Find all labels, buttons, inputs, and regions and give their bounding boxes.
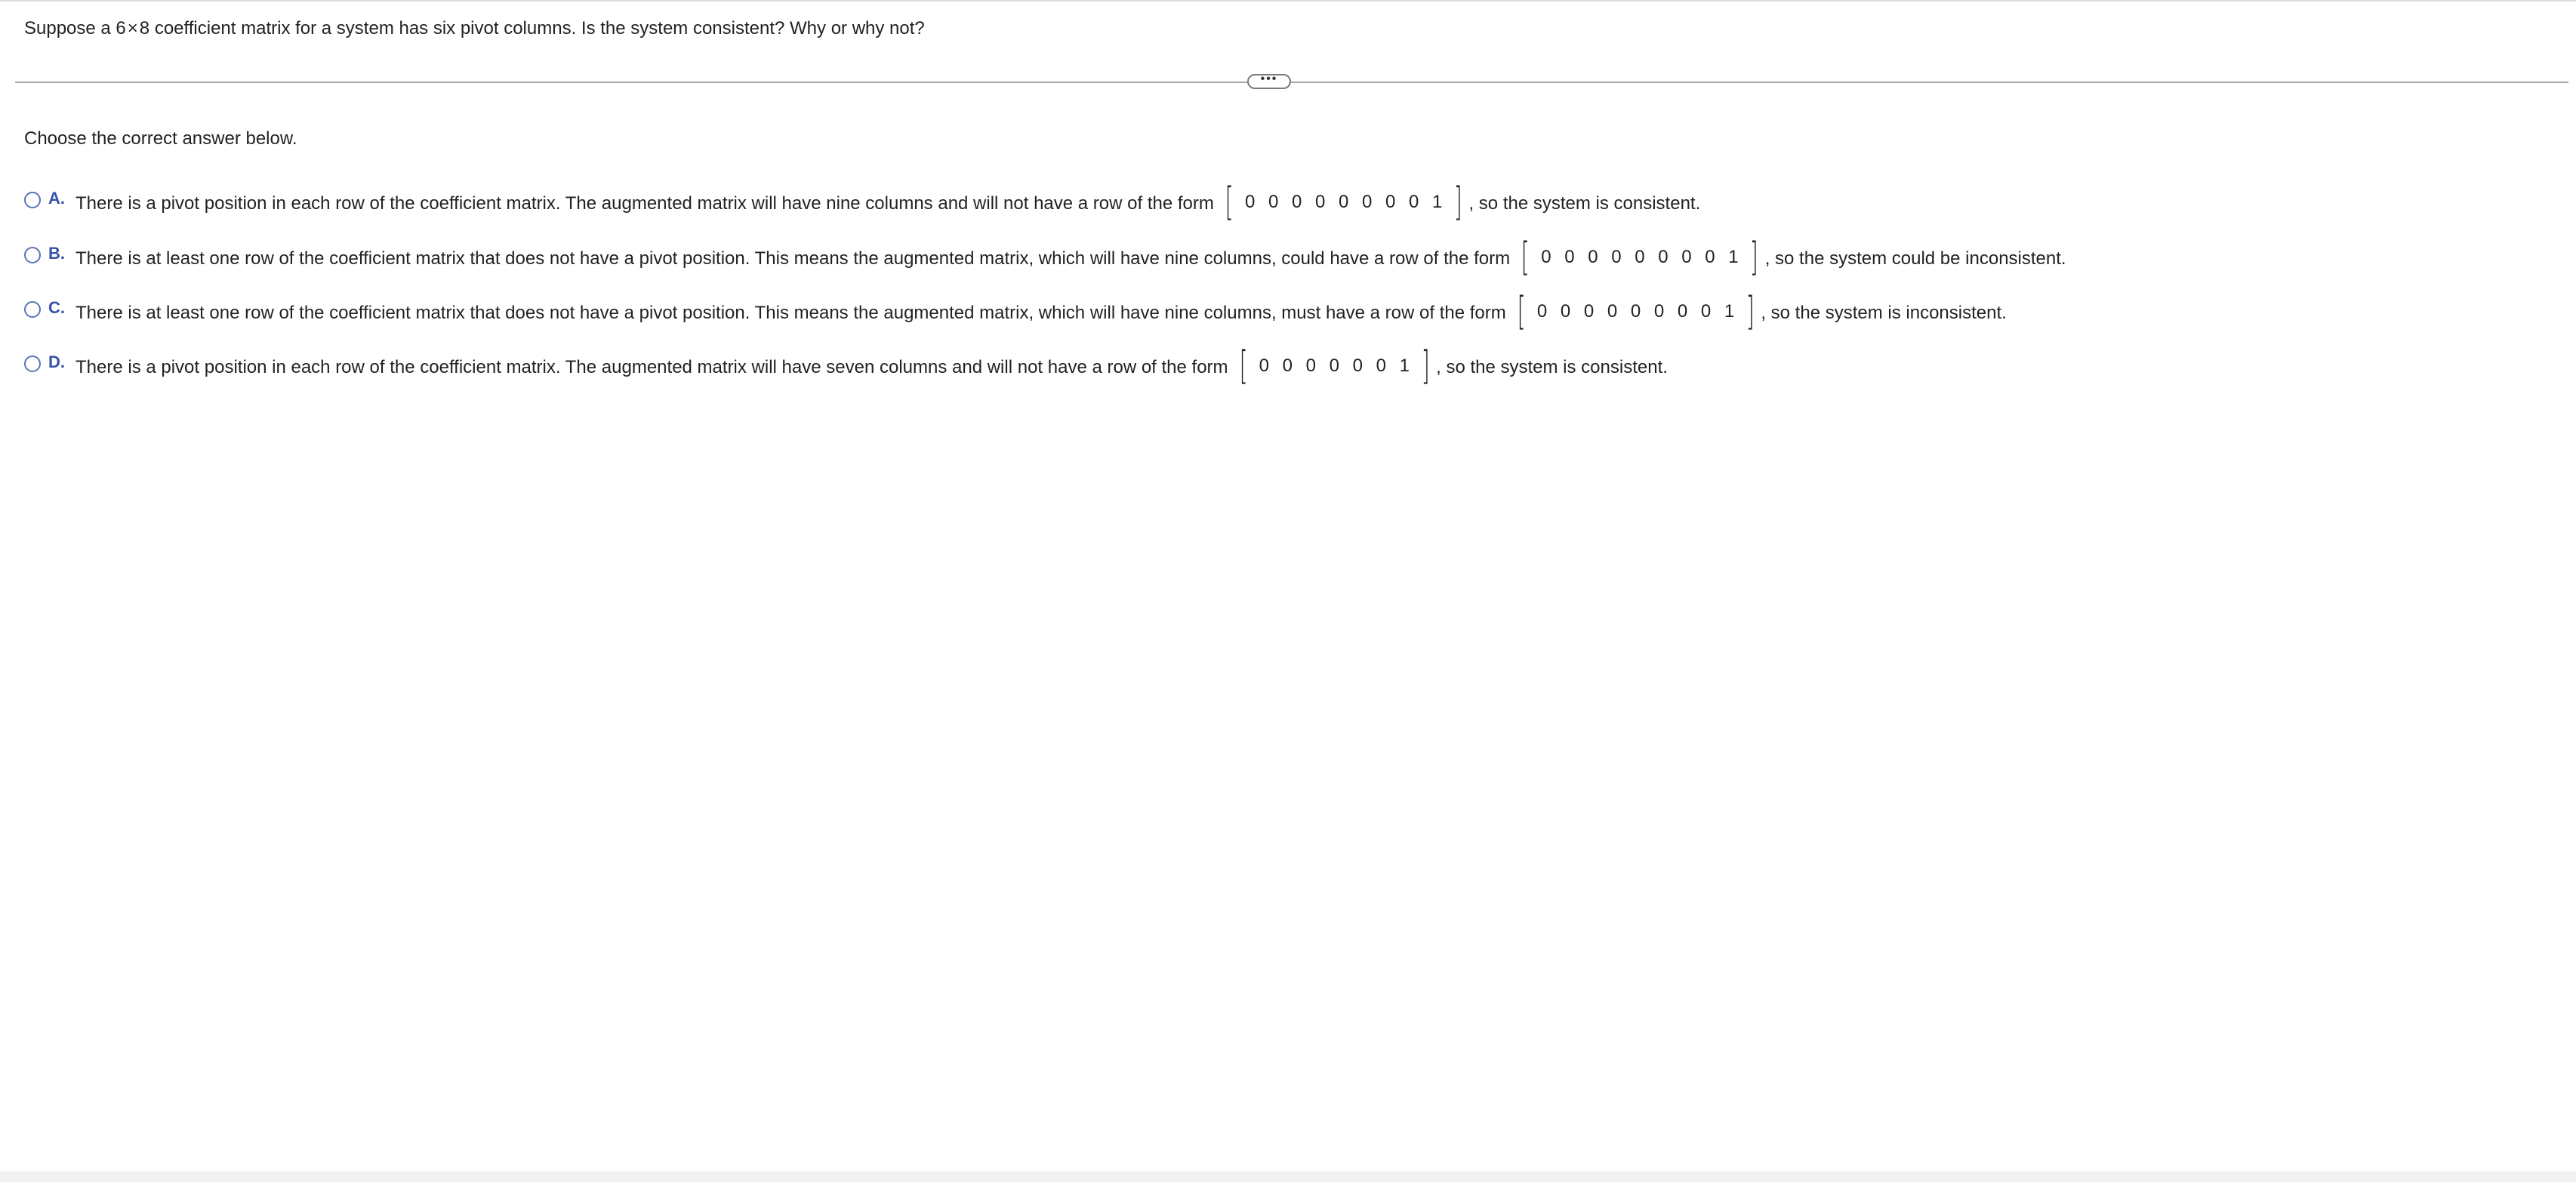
matrix-entry: 0: [1352, 356, 1363, 376]
matrix-entry: 0: [1536, 301, 1548, 322]
matrix-entry: 0: [1564, 247, 1575, 267]
row-matrix-d: [1236, 343, 1434, 389]
matrix-entry: 1: [1724, 301, 1735, 322]
matrix-entry: 0: [1338, 192, 1349, 212]
question-prefix: Suppose a 6: [24, 18, 126, 38]
option-text-b: There is at least one row of the coefficient matrix that does not have a pivot position. This means the augmented matrix, which will have nine columns, could have a row of the form: [75, 248, 1511, 269]
matrix-entry: 0: [1607, 301, 1618, 322]
footer-band: [0, 1171, 2576, 1182]
left-bracket-icon: [: [1225, 180, 1234, 225]
option-letter-d: D.: [48, 352, 65, 371]
left-bracket-icon: [: [1239, 343, 1248, 389]
matrix-entries: [1529, 301, 1742, 322]
section-divider: [15, 82, 2568, 83]
radio-button-b[interactable]: [24, 247, 41, 263]
option-letter-c: C.: [48, 298, 65, 317]
matrix-entry: 0: [1541, 247, 1551, 267]
matrix-entry: 0: [1376, 356, 1386, 376]
matrix-entry: 1: [1399, 356, 1410, 376]
matrix-entry: 0: [1653, 301, 1665, 322]
matrix-entry: 0: [1305, 356, 1316, 376]
option-tail-b: , so the system could be inconsistent.: [1764, 248, 2066, 269]
option-a[interactable]: [24, 180, 1701, 225]
left-bracket-icon: [: [1517, 289, 1526, 334]
right-bracket-icon: ]: [1421, 343, 1430, 389]
option-tail-d: , so the system is consistent.: [1436, 357, 1668, 377]
matrix-entry: 0: [1314, 192, 1326, 212]
matrix-entry: 0: [1291, 192, 1302, 212]
ellipsis-icon: •••: [1260, 72, 1278, 85]
matrix-entry: 0: [1408, 192, 1419, 212]
question-text: [24, 17, 925, 41]
matrix-entry: 0: [1583, 301, 1595, 322]
matrix-entries: [1251, 356, 1418, 377]
right-bracket-icon: ]: [1746, 289, 1755, 334]
matrix-entries: [1533, 247, 1746, 268]
expand-button[interactable]: [1247, 74, 1291, 89]
matrix-entry: 0: [1681, 247, 1692, 267]
question-suffix: 8 coefficient matrix for a system has six pivot columns. Is the system consistent? Why or why not?: [139, 18, 925, 38]
left-bracket-icon: [: [1521, 235, 1530, 280]
option-tail-a: , so the system is consistent.: [1468, 193, 1701, 214]
row-matrix-c: [1514, 289, 1758, 334]
option-letter-b: B.: [48, 244, 65, 263]
option-d[interactable]: [24, 343, 1668, 389]
right-bracket-icon: ]: [1749, 235, 1759, 280]
radio-button-c[interactable]: [24, 301, 41, 318]
matrix-entry: 0: [1560, 301, 1571, 322]
matrix-entry: 0: [1329, 356, 1339, 376]
matrix-entry: 0: [1244, 192, 1256, 212]
matrix-entry: 0: [1259, 356, 1269, 376]
radio-button-a[interactable]: [24, 192, 41, 208]
right-bracket-icon: ]: [1453, 180, 1462, 225]
matrix-entry: 1: [1431, 192, 1443, 212]
option-text-c: There is at least one row of the coefficient matrix that does not have a pivot position. This means the augmented matrix, which will have nine columns, must have a row of the form: [75, 303, 1506, 323]
matrix-entry: 0: [1705, 247, 1715, 267]
matrix-entry: 0: [1282, 356, 1293, 376]
matrix-entry: 0: [1677, 301, 1688, 322]
matrix-entries: [1237, 192, 1450, 213]
matrix-entry: 0: [1611, 247, 1622, 267]
option-c[interactable]: [24, 289, 2007, 334]
row-matrix-a: [1222, 180, 1466, 225]
answer-prompt: Choose the correct answer below.: [24, 128, 297, 149]
top-border: [0, 0, 2576, 2]
option-letter-a: A.: [48, 189, 65, 208]
matrix-entry: 0: [1385, 192, 1396, 212]
option-tail-c: , so the system is inconsistent.: [1761, 303, 2007, 323]
times-symbol: ×: [127, 18, 138, 38]
option-text-a: There is a pivot position in each row of the coefficient matrix. The augmented matrix will have nine columns and will not have a row of the form: [75, 193, 1214, 214]
matrix-entry: 0: [1630, 301, 1641, 322]
radio-button-d[interactable]: [24, 356, 41, 372]
matrix-entry: 0: [1635, 247, 1645, 267]
option-text-d: There is a pivot position in each row of the coefficient matrix. The augmented matrix will have seven columns and will not have a row of the form: [75, 357, 1228, 377]
matrix-entry: 0: [1268, 192, 1279, 212]
matrix-entry: 0: [1361, 192, 1373, 212]
option-b[interactable]: [24, 235, 2066, 280]
matrix-entry: 0: [1588, 247, 1598, 267]
row-matrix-b: [1518, 235, 1762, 280]
matrix-entry: 0: [1658, 247, 1669, 267]
matrix-entry: 0: [1700, 301, 1712, 322]
matrix-entry: 1: [1728, 247, 1739, 267]
